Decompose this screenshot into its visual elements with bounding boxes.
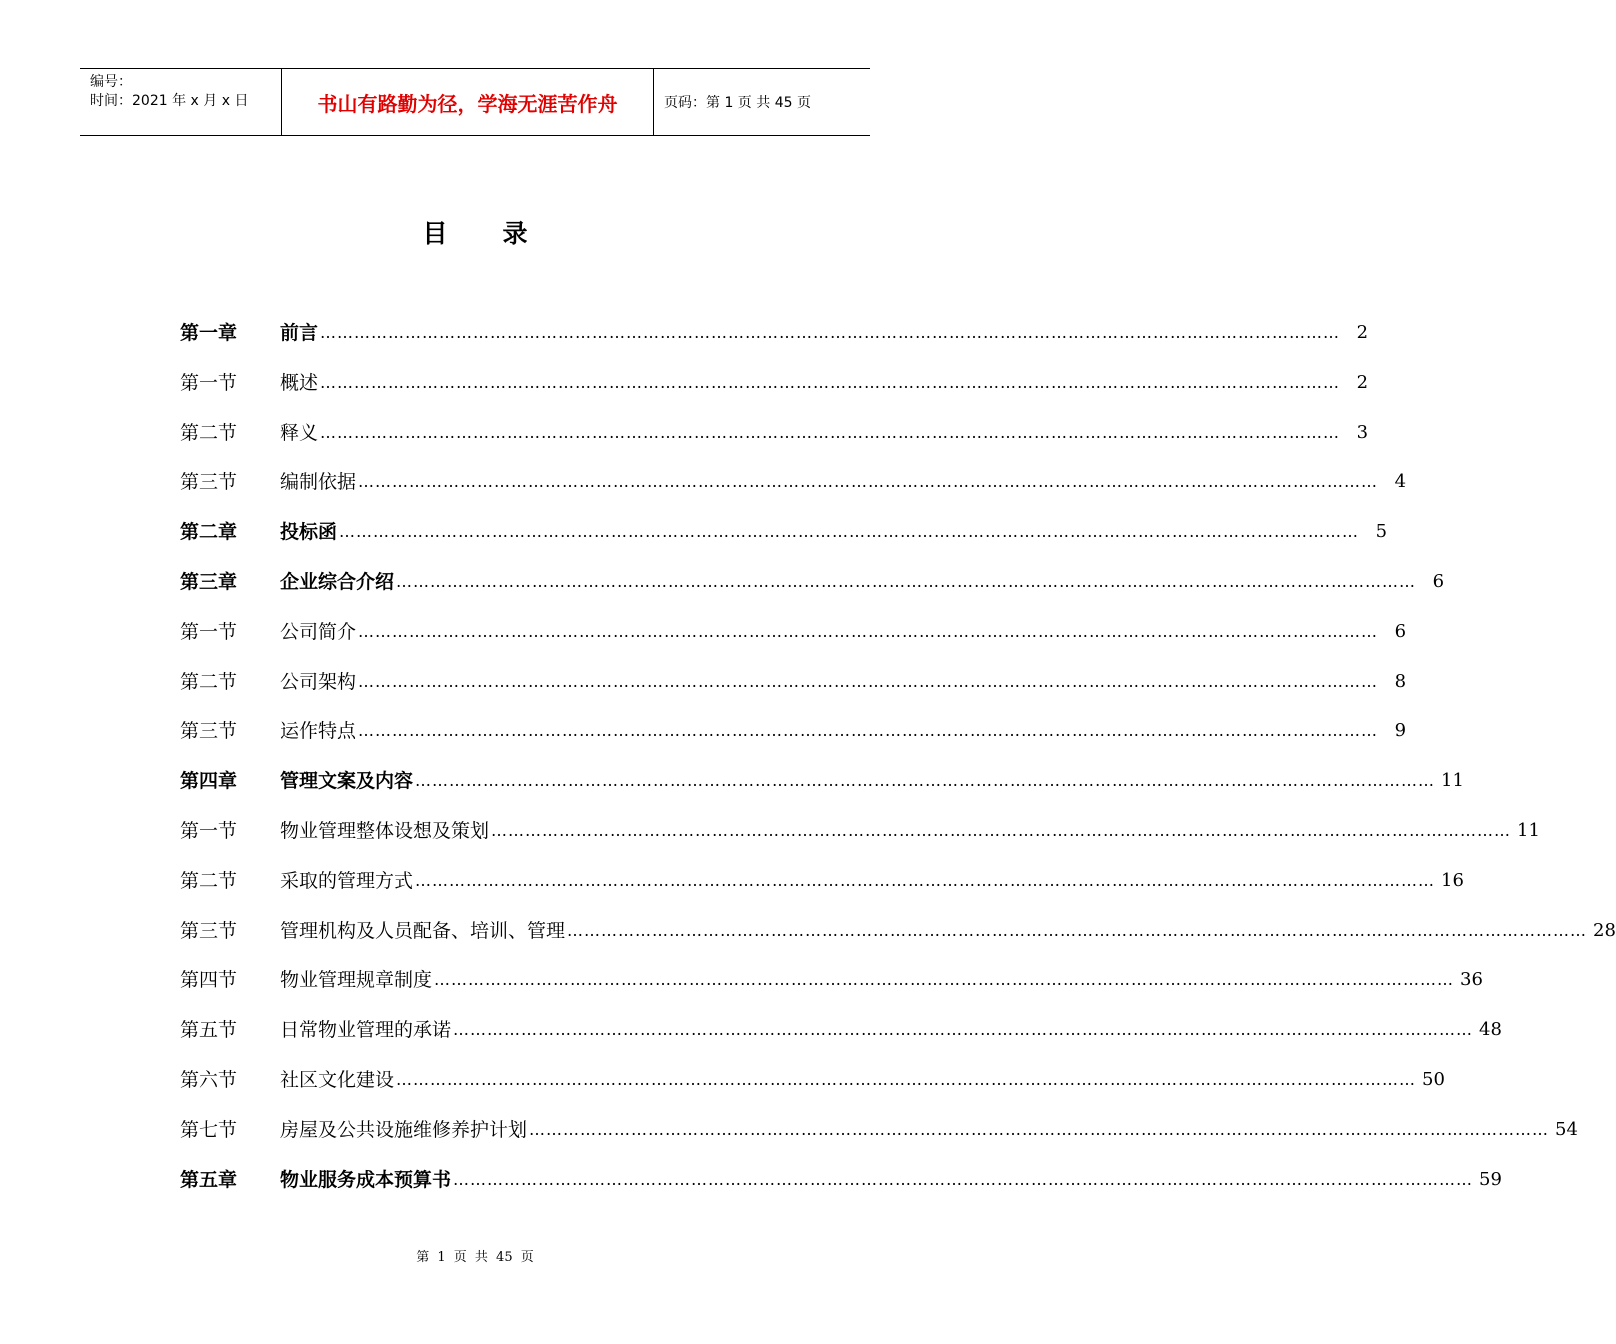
toc-entry[interactable] bbox=[180, 418, 1369, 468]
toc-entry[interactable] bbox=[180, 667, 1407, 717]
toc-entry-label: 第五章 bbox=[180, 1168, 238, 1191]
toc-entry-page: 6 bbox=[1394, 620, 1407, 642]
toc-entry[interactable] bbox=[180, 517, 1388, 567]
header-motto: 书山有路勤为径，学海无涯苦作舟 bbox=[282, 69, 654, 135]
header-page-info: 页码：第 1 页 共 45 页 bbox=[664, 95, 811, 111]
toc-entry-title: 前言 bbox=[280, 322, 319, 344]
header-meta bbox=[80, 69, 282, 135]
toc-entry-title: 社区文化建设 bbox=[280, 1068, 395, 1091]
toc-entry-label: 第二节 bbox=[180, 869, 238, 892]
toc-dot-leader: ……………………………………………………………………………………………………………………………………………………………… bbox=[358, 472, 1379, 492]
toc-entry-title: 公司简介 bbox=[280, 620, 357, 643]
toc-title: 目录 bbox=[422, 219, 583, 248]
toc-dot-leader: ……………………………………………………………………………………………………………………………………………………………… bbox=[396, 571, 1417, 591]
toc-dot-leader: ……………………………………………………………………………………………………………………………………………………………… bbox=[358, 621, 1379, 641]
toc-entry[interactable] bbox=[180, 617, 1407, 667]
page-footer: 第 1 页 共 45 页 bbox=[416, 1250, 534, 1265]
toc-entry-label: 第三节 bbox=[180, 919, 238, 942]
toc-entry[interactable] bbox=[180, 965, 1483, 1015]
toc-dot-leader: ……………………………………………………………………………………………………………………………………………………………… bbox=[453, 1169, 1474, 1189]
toc-entry-label: 第四章 bbox=[180, 770, 238, 793]
toc-entry-page: 16 bbox=[1441, 869, 1464, 891]
page-header bbox=[80, 68, 870, 136]
toc-entry-page: 9 bbox=[1394, 720, 1407, 742]
toc-entry[interactable] bbox=[180, 766, 1464, 816]
toc-dot-leader: ……………………………………………………………………………………………………………………………………………………………… bbox=[339, 522, 1360, 542]
toc-entry-page: 54 bbox=[1555, 1118, 1578, 1140]
toc-entry-label: 第二章 bbox=[180, 521, 238, 544]
toc-entry[interactable] bbox=[180, 467, 1407, 517]
toc-dot-leader: ……………………………………………………………………………………………………………………………………………………………… bbox=[453, 1020, 1474, 1040]
toc-entry-title: 房屋及公共设施维修养护计划 bbox=[280, 1118, 528, 1141]
toc-dot-leader: ……………………………………………………………………………………………………………………………………………………………… bbox=[491, 820, 1512, 840]
toc-entry-label: 第一节 bbox=[180, 620, 238, 643]
toc-entry-page: 4 bbox=[1394, 471, 1407, 493]
toc-entry-title: 编制依据 bbox=[280, 471, 357, 494]
toc-entry[interactable] bbox=[180, 1115, 1578, 1165]
header-number: 编号： bbox=[90, 74, 132, 90]
toc-entry[interactable] bbox=[180, 716, 1407, 766]
toc-dot-leader: ……………………………………………………………………………………………………………………………………………………………… bbox=[358, 671, 1379, 691]
toc-entry-label: 第四节 bbox=[180, 969, 238, 992]
toc-entry-label: 第三节 bbox=[180, 471, 238, 494]
toc-entry-page: 28 bbox=[1593, 919, 1616, 941]
toc-entry-page: 2 bbox=[1356, 371, 1369, 393]
toc-entry-title: 管理机构及人员配备、培训、管理 bbox=[280, 919, 566, 942]
toc-entry-page: 2 bbox=[1356, 322, 1369, 343]
toc-entry-page: 5 bbox=[1375, 521, 1388, 543]
toc-entry-label: 第二节 bbox=[180, 670, 238, 693]
toc-entry[interactable] bbox=[180, 816, 1540, 866]
toc-entry[interactable] bbox=[180, 1165, 1502, 1215]
toc-entry-label: 第七节 bbox=[180, 1118, 238, 1141]
toc-entry[interactable] bbox=[180, 368, 1369, 418]
toc-entry-label: 第一节 bbox=[180, 819, 238, 842]
toc-dot-leader: ……………………………………………………………………………………………………………………………………………………………… bbox=[434, 970, 1455, 990]
toc-dot-leader: ……………………………………………………………………………………………………………………………………………………………… bbox=[358, 721, 1379, 741]
toc-entry-page: 50 bbox=[1422, 1068, 1445, 1090]
toc-entry-title: 释义 bbox=[280, 421, 319, 444]
toc-entry-page: 48 bbox=[1479, 1019, 1502, 1041]
toc-entry-page: 3 bbox=[1356, 421, 1369, 443]
toc-entry-title: 投标函 bbox=[280, 521, 338, 544]
toc-entry-label: 第一章 bbox=[180, 322, 238, 344]
toc-entry-title: 企业综合介绍 bbox=[280, 570, 395, 593]
toc-entry-page: 59 bbox=[1479, 1168, 1502, 1190]
toc-entry-title: 日常物业管理的承诺 bbox=[280, 1019, 452, 1042]
table-of-contents bbox=[180, 318, 1616, 1214]
toc-entry-page: 11 bbox=[1441, 770, 1464, 792]
toc-entry-page: 8 bbox=[1394, 670, 1407, 692]
toc-entry-label: 第三节 bbox=[180, 720, 238, 743]
toc-entry-page: 36 bbox=[1460, 969, 1483, 991]
toc-entry-label: 第二节 bbox=[180, 421, 238, 444]
toc-entry-label: 第五节 bbox=[180, 1019, 238, 1042]
toc-entry-title: 公司架构 bbox=[280, 670, 357, 693]
toc-entry-page: 11 bbox=[1517, 819, 1540, 841]
toc-dot-leader: ……………………………………………………………………………………………………………………………………………………………… bbox=[320, 422, 1341, 442]
toc-entry-title: 物业管理整体设想及策划 bbox=[280, 819, 490, 842]
toc-entry[interactable] bbox=[180, 916, 1616, 966]
toc-entry[interactable] bbox=[180, 1065, 1445, 1115]
toc-entry-label: 第三章 bbox=[180, 570, 238, 593]
toc-entry-label: 第六节 bbox=[180, 1068, 238, 1091]
toc-dot-leader: ……………………………………………………………………………………………………………………………………………………………… bbox=[320, 372, 1341, 392]
toc-entry-title: 采取的管理方式 bbox=[280, 869, 414, 892]
toc-entry-title: 物业服务成本预算书 bbox=[280, 1168, 452, 1191]
header-time: 时间：2021 年 x 月 x 日 bbox=[90, 93, 249, 109]
toc-dot-leader: ……………………………………………………………………………………………………………………………………………………………… bbox=[415, 771, 1436, 791]
toc-entry[interactable] bbox=[180, 866, 1464, 916]
toc-dot-leader: ……………………………………………………………………………………………………………………………………………………………… bbox=[415, 870, 1436, 890]
toc-dot-leader: ……………………………………………………………………………………………………………………………………………………………… bbox=[396, 1069, 1417, 1089]
toc-entry-page: 6 bbox=[1432, 570, 1445, 592]
toc-dot-leader: ……………………………………………………………………………………………………………………………………………………………… bbox=[320, 323, 1341, 342]
toc-dot-leader: ……………………………………………………………………………………………………………………………………………………………… bbox=[529, 1119, 1550, 1139]
toc-entry[interactable] bbox=[180, 318, 1369, 368]
toc-dot-leader: ……………………………………………………………………………………………………………………………………………………………… bbox=[567, 920, 1588, 940]
toc-entry-title: 运作特点 bbox=[280, 720, 357, 743]
toc-entry[interactable] bbox=[180, 1015, 1502, 1065]
toc-entry-title: 概述 bbox=[280, 371, 319, 394]
toc-entry-title: 管理文案及内容 bbox=[280, 770, 414, 793]
toc-entry[interactable] bbox=[180, 567, 1445, 617]
toc-entry-title: 物业管理规章制度 bbox=[280, 969, 433, 992]
toc-entry-label: 第一节 bbox=[180, 371, 238, 394]
